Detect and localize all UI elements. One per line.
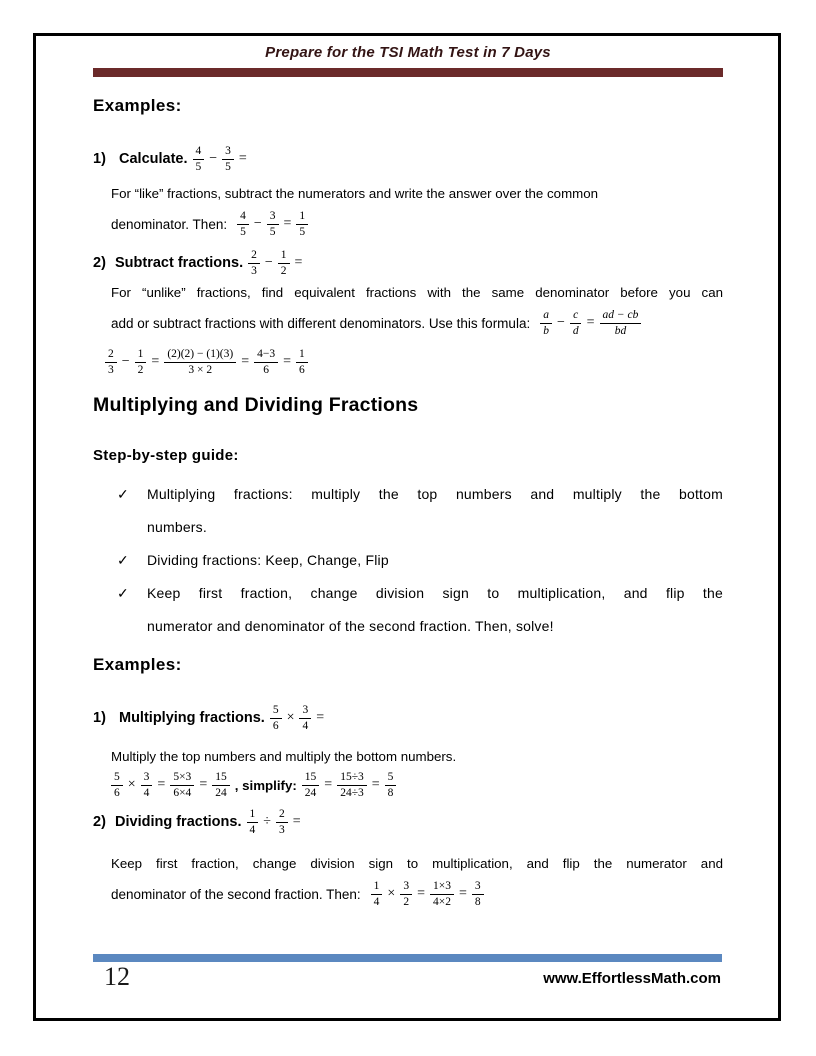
explanation-text: denominator of the second fraction. Then: xyxy=(111,886,361,902)
bullet-text xyxy=(147,577,723,643)
explanation-text: add or subtract fractions with different denominators. Use this formula: xyxy=(111,315,531,331)
equation: $\frac{4}{5}$ − $\frac{3}{5}$ = $\frac{1}{5}$ xyxy=(237,209,308,239)
section-heading: Multiplying and Dividing Fractions xyxy=(93,394,419,416)
example-3-solution xyxy=(93,768,723,802)
explanation-line xyxy=(111,205,723,243)
example-2-number: 2) xyxy=(93,255,106,271)
equation: $\frac{2}{3}$ − $\frac{1}{2}$ = xyxy=(248,248,302,278)
example-1-title xyxy=(93,138,723,180)
header-divider-bar xyxy=(93,68,723,77)
equation: $\frac{1}{4}$ × $\frac{3}{2}$ = $\frac{1\times 3}{4\times 2}$ = $\frac{3}{8}$ xyxy=(371,879,484,909)
example-3-label: Multiplying fractions. xyxy=(119,710,265,726)
example-4-title xyxy=(93,802,723,842)
equation: $\frac{a}{b}$ − $\frac{c}{d}$ = $\frac{ad - cb}{bd}$ xyxy=(540,308,641,338)
example-3-explanation xyxy=(93,747,723,766)
checkmark-icon: ✓ xyxy=(117,486,129,502)
example-2-title xyxy=(93,243,723,283)
example-3-title xyxy=(93,697,723,739)
example-2-explanation xyxy=(93,283,723,342)
example-1-explanation xyxy=(93,184,723,243)
list-item xyxy=(117,478,723,544)
website-link[interactable]: www.EffortlessMath.com xyxy=(543,970,721,987)
checkmark-icon: ✓ xyxy=(117,585,129,601)
step-by-step-guide-heading: Step-by-step guide: xyxy=(93,447,239,464)
equation: $\frac{5}{6}$ × $\frac{3}{4}$ = xyxy=(270,703,324,733)
example-1-label: Calculate. xyxy=(119,151,188,167)
list-item xyxy=(117,577,723,643)
example-2-solution xyxy=(93,344,723,380)
page-number: 12 xyxy=(104,962,130,991)
equation: $\frac{2}{3}$ − $\frac{1}{2}$ = $\frac{(2)(2) - (1)(3)}{3 \times 2}$ = $\frac{4-3}{6}$ = $\frac{1}{6}$ xyxy=(105,347,308,377)
example-4-explanation xyxy=(93,854,723,913)
guide-bullet-list xyxy=(93,478,723,643)
explanation-line: For “unlike” fractions, find equivalent fractions with the same denominator before you can xyxy=(111,285,723,300)
header-title: Prepare for the TSI Math Test in 7 Days xyxy=(265,44,551,61)
examples-heading-2: Examples: xyxy=(93,655,182,674)
examples-heading-1: Examples: xyxy=(93,96,182,115)
bullet-text xyxy=(147,544,723,577)
list-item xyxy=(117,544,723,577)
bullet-line: Multiplying fractions: multiply the top numbers and multiply the bottom xyxy=(147,486,723,502)
bullet-line: Keep first fraction, change division sign to multiplication, and flip the xyxy=(147,585,723,601)
equation: $\frac{5}{6}$ × $\frac{3}{4}$ = $\frac{5\times 3}{6\times 4}$ = $\frac{15}{24}$ , simplify: $\frac{15}{24}$ = $\frac{15\div 3}{24\div 3}$ = $\frac{5}{8}$ xyxy=(111,770,396,800)
example-2-label: Subtract fractions. xyxy=(115,255,244,271)
explanation-line: For “like” fractions, subtract the numerators and write the answer over the common xyxy=(111,186,599,201)
example-4-label: Dividing fractions. xyxy=(115,814,242,830)
bullet-text xyxy=(147,478,723,544)
explanation-line: Keep first fraction, change division sign to multiplication, and flip the numerator and xyxy=(111,856,723,871)
explanation-text: denominator. Then: xyxy=(111,216,228,232)
bullet-line: numerator and denominator of the second fraction. Then, solve! xyxy=(147,618,554,634)
bullet-line: Dividing fractions: Keep, Change, Flip xyxy=(147,552,389,568)
example-3-number: 1) xyxy=(93,710,106,726)
equation: $\frac{1}{4}$ ÷ $\frac{2}{3}$ = xyxy=(247,807,301,837)
example-4-number: 2) xyxy=(93,814,106,830)
explanation-line xyxy=(111,304,723,342)
explanation-line xyxy=(111,875,723,913)
checkmark-icon: ✓ xyxy=(117,552,129,568)
bullet-line: numbers. xyxy=(147,519,207,535)
page-content xyxy=(93,96,723,913)
explanation-line: Multiply the top numbers and multiply the bottom numbers. xyxy=(111,749,457,764)
footer-divider-bar xyxy=(93,954,722,962)
example-1-number: 1) xyxy=(93,151,106,167)
equation: $\frac{4}{5}$ − $\frac{3}{5}$ = xyxy=(193,144,247,174)
